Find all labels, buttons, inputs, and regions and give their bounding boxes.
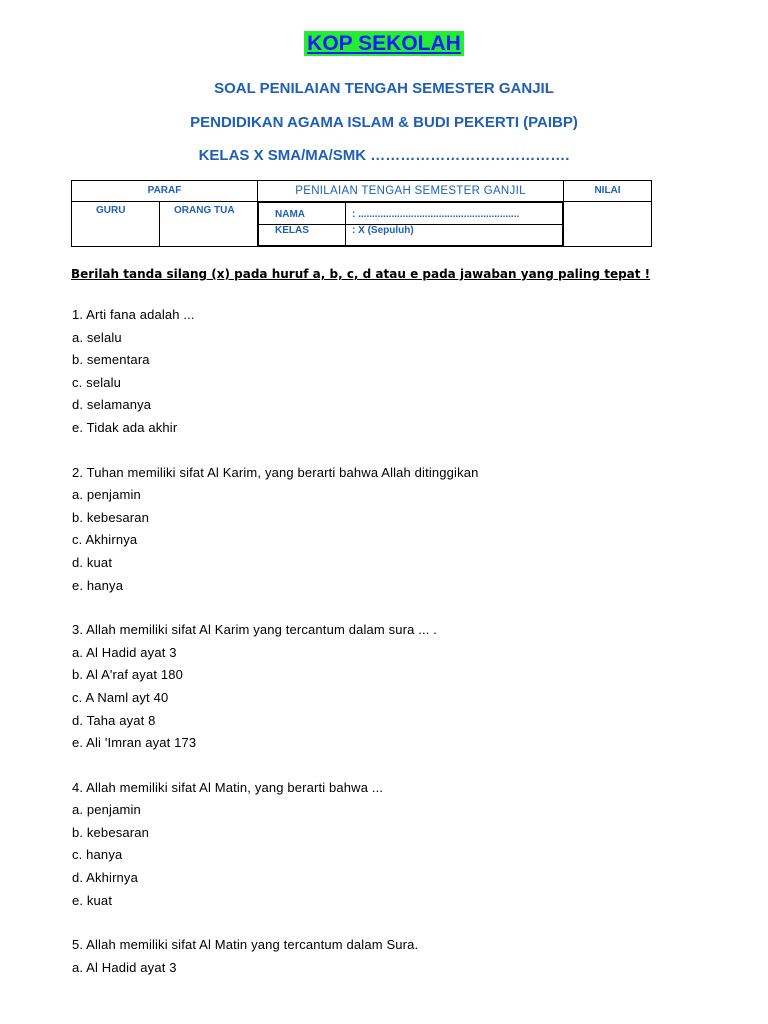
question-2	[72, 464, 712, 600]
answer-option: e. hanya	[72, 577, 124, 593]
answer-option: b. Al A'raf ayat 180	[72, 667, 183, 683]
question-text: 2. Tuhan memiliki sifat Al Karim, yang berarti bahwa Allah ditinggikan	[72, 464, 479, 480]
answer-option: c. Akhirnya	[72, 532, 138, 548]
question-list	[72, 306, 712, 1003]
paraf-header: PARAF	[72, 181, 258, 202]
student-info-cell	[258, 202, 564, 247]
question-text: 4. Allah memiliki sifat Al Matin, yang berarti bahwa ...	[72, 779, 384, 795]
nilai-cell	[564, 202, 652, 247]
answer-option: a. Al Hadid ayat 3	[72, 644, 177, 660]
instruction-text: Berilah tanda silang (x) pada huruf a, b, c, d atau e pada jawaban yang paling tepat !	[71, 267, 651, 281]
answer-option: d. selamanya	[72, 397, 152, 413]
school-letterhead	[0, 31, 768, 56]
subject-title: PENDIDIKAN AGAMA ISLAM & BUDI PEKERTI (PAIBP)	[190, 114, 578, 131]
kelas-field: : X (Sepuluh)	[346, 224, 563, 246]
answer-option: d. Taha ayat 8	[72, 712, 156, 728]
question-text: 5. Allah memiliki sifat Al Matin yang tercantum dalam Sura.	[72, 937, 419, 953]
kop-sekolah-label: KOP SEKOLAH	[304, 31, 464, 56]
class-title: KELAS X SMA/MA/SMK ………………………………….	[198, 147, 570, 164]
answer-option: a. Al Hadid ayat 3	[72, 959, 177, 975]
kelas-label: KELAS	[259, 224, 346, 246]
answer-option: c. A Naml ayt 40	[72, 689, 169, 705]
answer-option: b. kebesaran	[72, 509, 149, 525]
guru-signature-cell: GURU	[72, 202, 160, 247]
identity-table	[71, 180, 652, 247]
answer-option: c. hanya	[72, 847, 123, 863]
answer-option: e. Tidak ada akhir	[72, 419, 178, 435]
penilaian-header: PENILAIAN TENGAH SEMESTER GANJIL	[258, 181, 564, 202]
answer-option: b. sementara	[72, 352, 150, 368]
answer-option: a. selalu	[72, 329, 122, 345]
question-text: 3. Allah memiliki sifat Al Karim yang tercantum dalam sura ... .	[72, 622, 438, 638]
question-3	[72, 621, 712, 757]
parent-signature-cell: ORANG TUA	[160, 202, 258, 247]
nilai-header: NILAI	[564, 181, 652, 202]
answer-option: e. kuat	[72, 892, 113, 908]
answer-option: d. kuat	[72, 554, 113, 570]
answer-option: a. penjamin	[72, 802, 141, 818]
nama-label: NAMA	[259, 203, 346, 225]
question-text: 1. Arti fana adalah ...	[72, 307, 195, 322]
answer-option: b. kebesaran	[72, 824, 149, 840]
question-1	[72, 306, 712, 442]
question-4	[72, 779, 712, 915]
nama-field: : ..........................................................	[346, 203, 563, 225]
question-5	[72, 936, 712, 981]
answer-option: a. penjamin	[72, 487, 141, 503]
exam-title: SOAL PENILAIAN TENGAH SEMESTER GANJIL	[214, 80, 554, 97]
answer-option: c. selalu	[72, 374, 122, 390]
answer-option: d. Akhirnya	[72, 870, 138, 886]
answer-option: e. Ali 'Imran ayat 173	[72, 735, 197, 751]
